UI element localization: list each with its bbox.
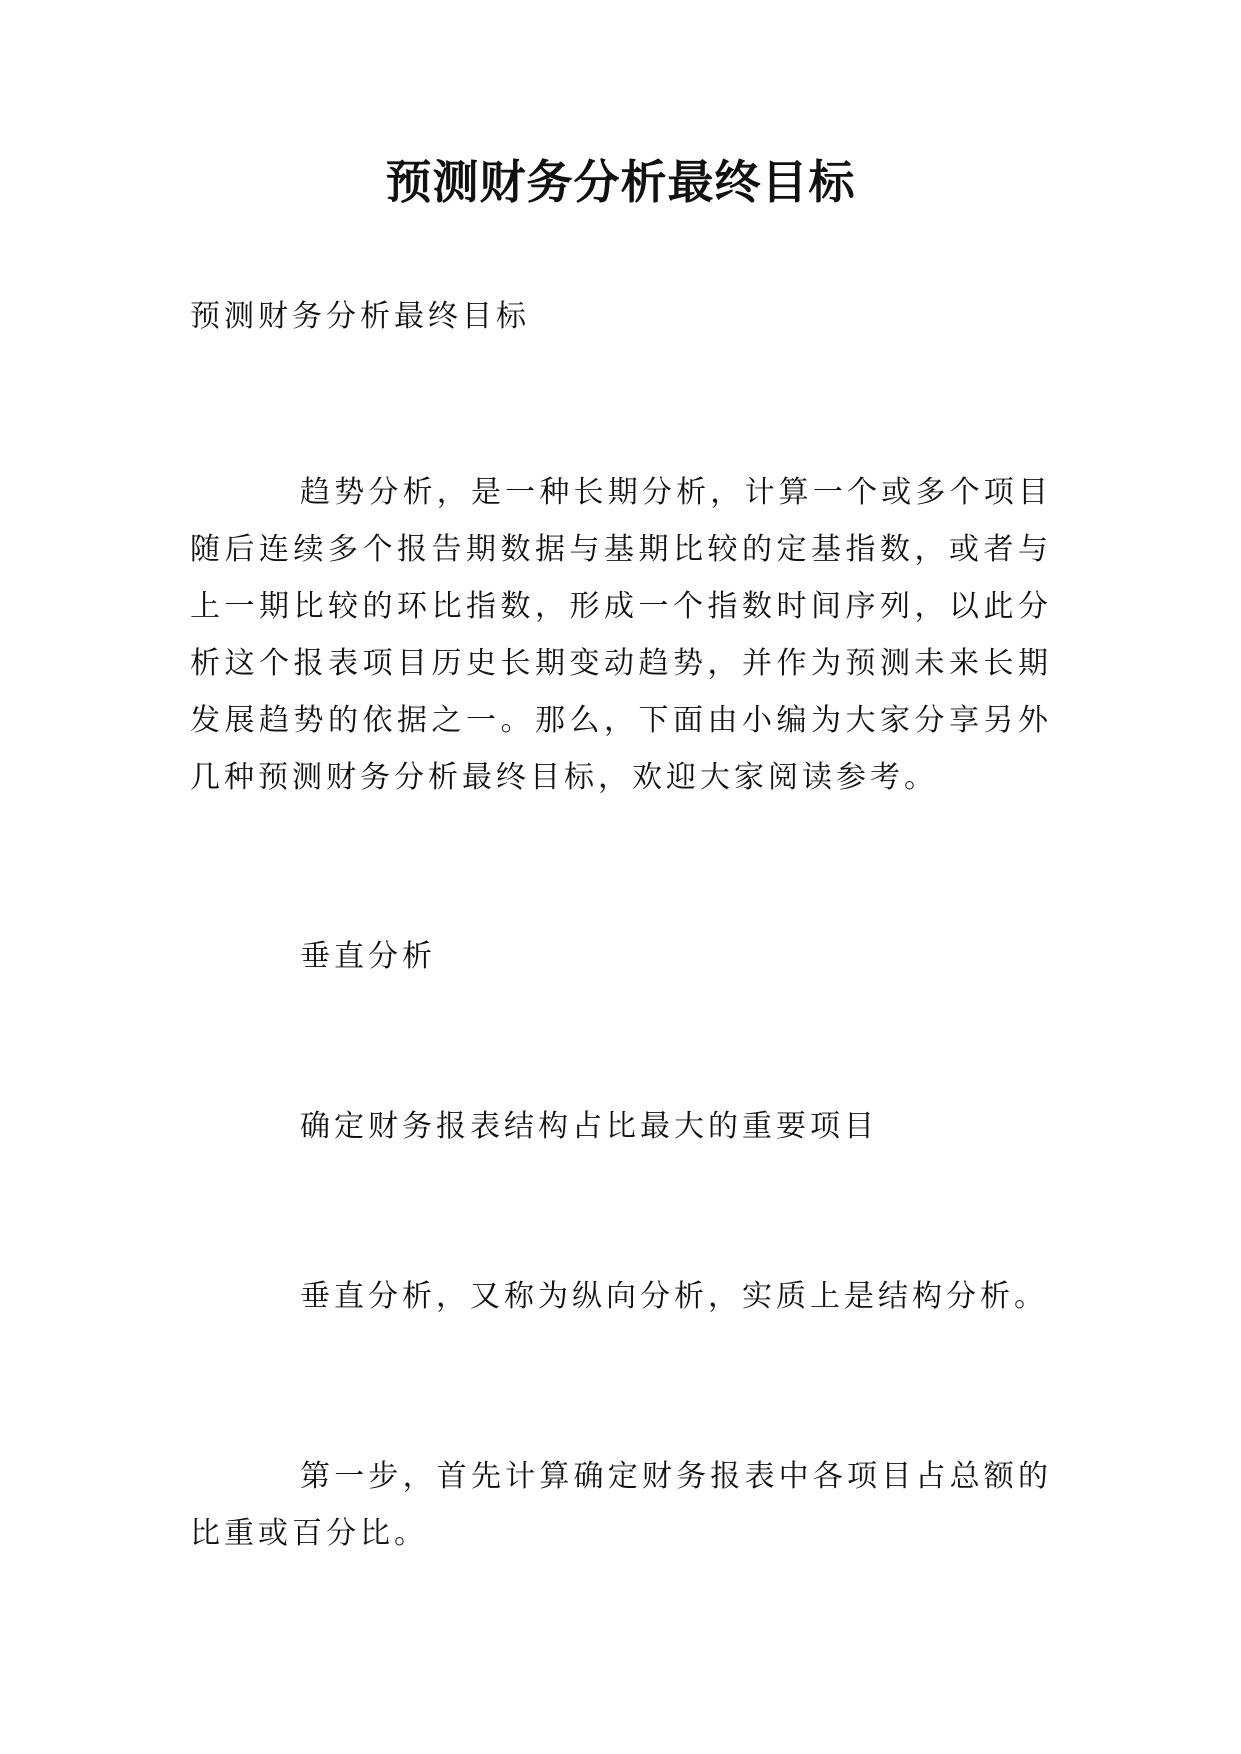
paragraph-trend-analysis: 趋势分析，是一种长期分析，计算一个或多个项目随后连续多个报告期数据与基期比较的定基指数，或者与上一期比较的环比指数，形成一个指数时间序列，以此分析这个报表项目历史长期变动趋势，并作为预测未来长期发展趋势的依据之一。那么，下面由小编为大家分享另外几种预测财务分析最终目标，欢迎大家阅读参考。 [190,475,1052,795]
paragraph-step-one: 第一步，首先计算确定财务报表中各项目占总额的比重或百分比。 [190,1459,1052,1551]
section-heading-vertical-analysis: 垂直分析 [300,939,436,974]
paragraph-vertical-definition: 垂直分析，又称为纵向分析，实质上是结构分析。 [300,1279,1048,1314]
document-subtitle: 预测财务分析最终目标 [190,299,530,334]
document-title: 预测财务分析最终目标 [385,155,856,209]
paragraph-determine-items: 确定财务报表结构占比最大的重要项目 [300,1109,878,1144]
